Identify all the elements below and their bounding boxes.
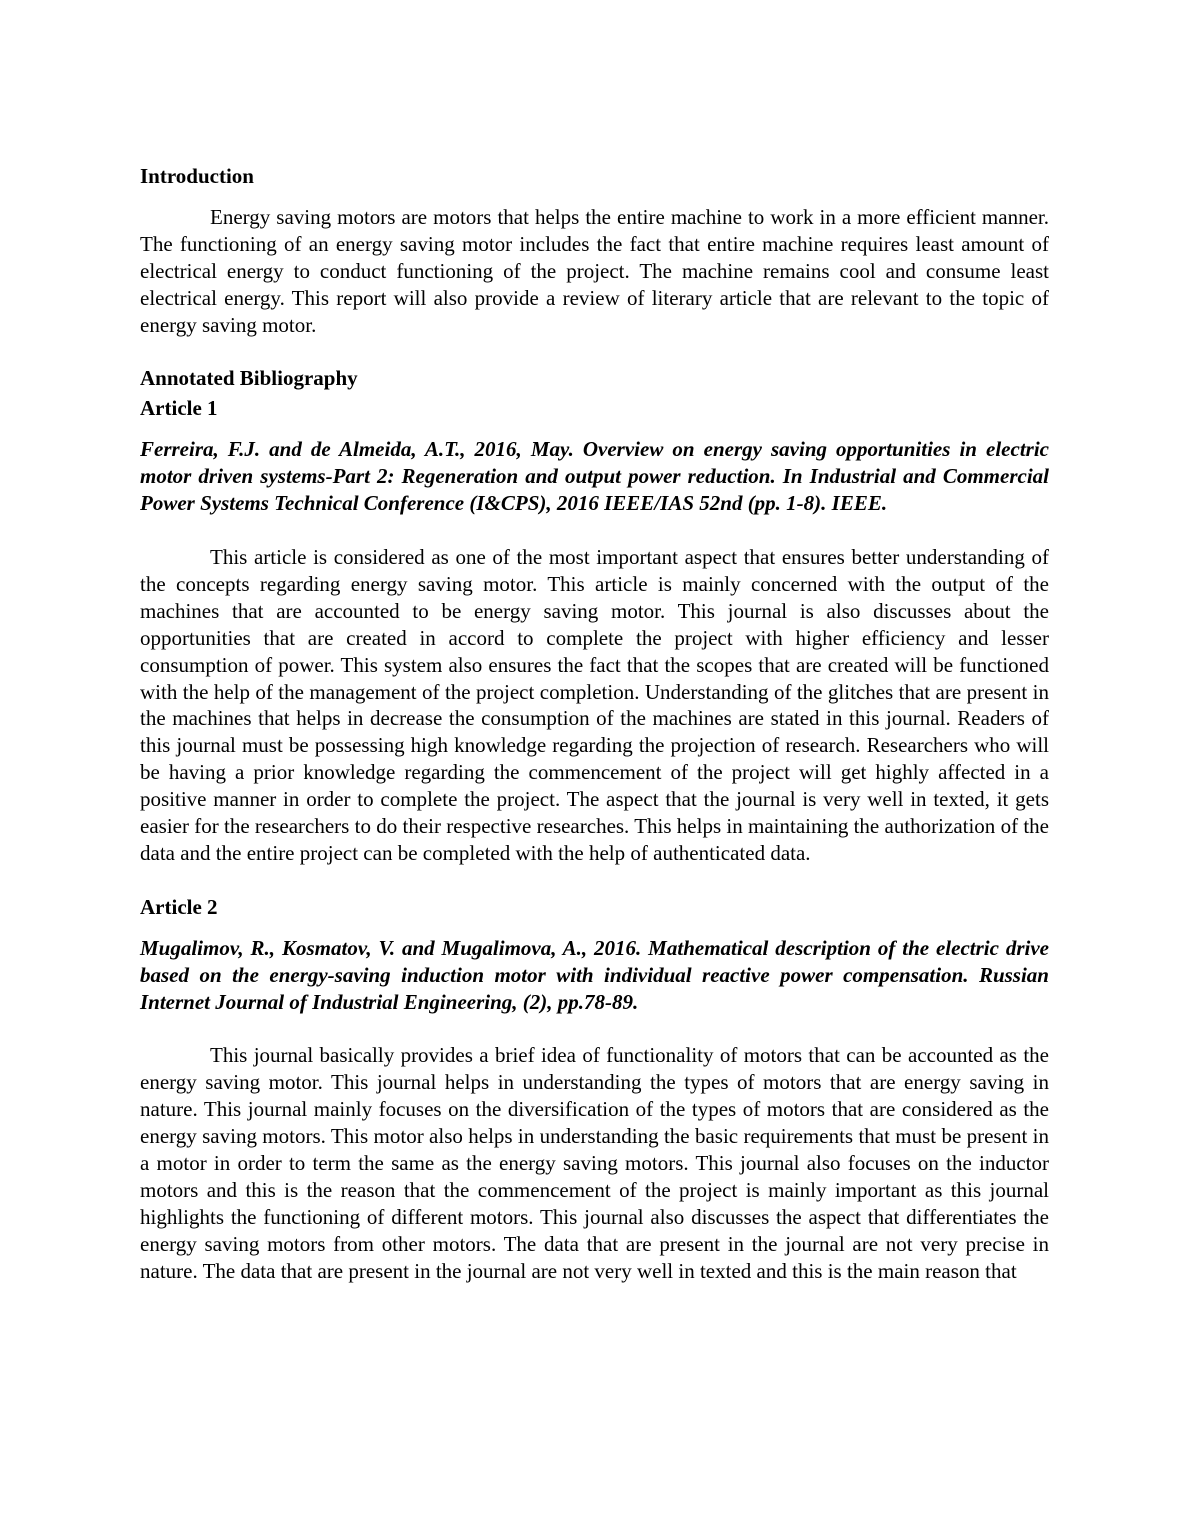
article-2-label: Article 2	[140, 894, 218, 919]
article-1-citation: Ferreira, F.J. and de Almeida, A.T., 2016, May. Overview on energy saving opportunities in electric motor driven systems-Part 2: Regeneration and output power reduction. In Industrial and Commercial Power Systems Technical Conference (I&CPS), 2016 IEEE/IAS 52nd (pp. 1-8). IEEE.	[140, 437, 1049, 516]
article-2-annotation: This journal basically provides a brief idea of functionality of motors that can be accounted as the energy saving motor. This journal helps in understanding the types of motors that are energy saving in nature. This journal mainly focuses on the diversification of the types of motors that are considered as the energy saving motors. This motor also helps in understanding the basic requirements that must be present in a motor in order to term the same as the energy saving motors. This journal also focuses on the inductor motors and this is the reason that the commencement of the project is mainly important as this journal highlights the functioning of different motors. This journal also discusses the aspect that differentiates the energy saving motors from other motors. The data that are present in the journal are not very precise in nature. The data that are present in the journal are not very well in texted and this is the main reason that	[140, 1043, 1049, 1283]
article-1-label: Article 1	[140, 396, 218, 421]
bibliography-heading: Annotated Bibliography	[140, 366, 358, 391]
intro-heading: Introduction	[140, 164, 254, 188]
article-1-annotation: This article is considered as one of the most important aspect that ensures better understanding of the concepts regarding energy saving motor. This article is mainly concerned with the output of the machines that are accounted to be energy saving motor. This journal is also discusses about the opportunities that are created in accord to complete the project with higher efficiency and lesser consumption of power. This system also ensures the fact that the scopes that are created will be functioned with the help of the management of the project completion. Understanding of the glitches that are present in the machines that helps in decrease the consumption of the machines are stated in this journal. Readers of this journal must be possessing high knowledge regarding the projection of research. Researchers who will be having a prior knowledge regarding the commencement of the project will get highly affected in a positive manner in order to complete the project. The aspect that the journal is very well in texted, it gets easier for the researchers to do their respective researches. This helps in maintaining the authorization of the data and the entire project can be completed with the help of authenticated data.	[140, 544, 1049, 865]
intro-paragraph: Energy saving motors are motors that helps the entire machine to work in a more efficient manner. The functioning of an energy saving motor includes the fact that entire machine requires least amount of electrical energy to conduct functioning of the project. The machine remains cool and consume least electrical energy. This report will also provide a review of literary article that are relevant to the topic of energy saving motor.	[140, 204, 1049, 337]
article-2-citation: Mugalimov, R., Kosmatov, V. and Mugalimova, A., 2016. Mathematical description of the electric drive based on the energy-saving induction motor with individual reactive power compensation. Russian Internet Journal of Industrial Engineering, (2), pp.78-89.	[140, 935, 1049, 1014]
document-page	[140, 163, 1049, 1285]
